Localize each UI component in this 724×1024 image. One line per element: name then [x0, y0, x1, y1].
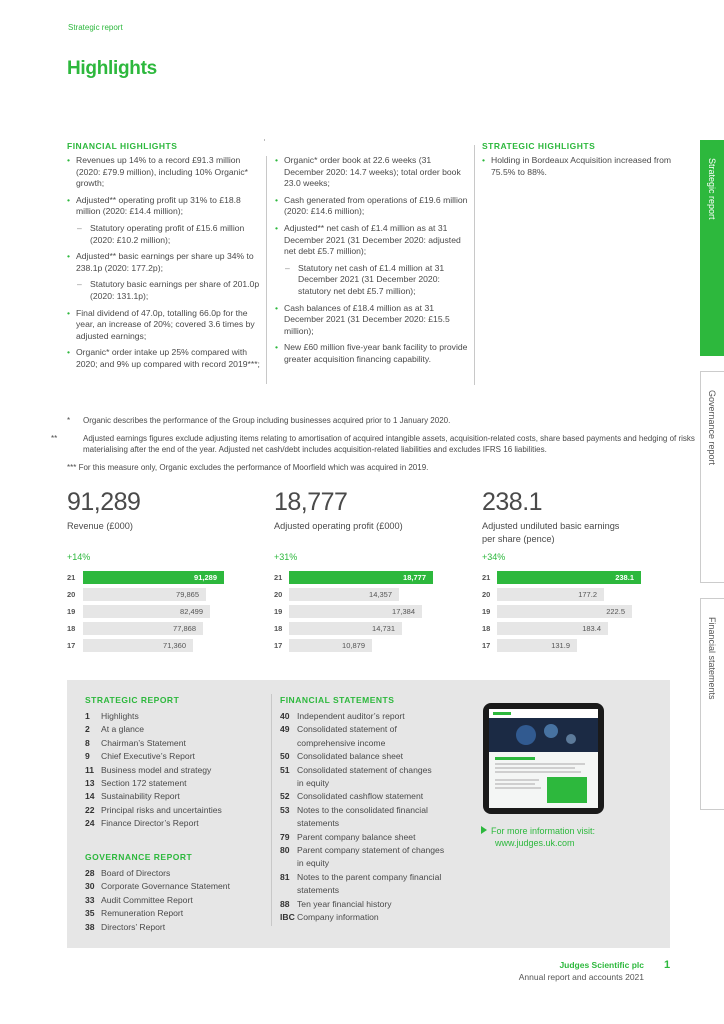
chart-bar: 131.9: [497, 639, 577, 652]
toc-label: Consolidated balance sheet: [297, 751, 404, 762]
toc-item[interactable]: [280, 804, 470, 817]
year-label: 18: [482, 624, 491, 633]
toc-item[interactable]: [85, 723, 265, 736]
tab-financial-statements[interactable]: Financial statements: [700, 598, 724, 810]
toc-item[interactable]: [85, 764, 265, 777]
tablet-image: [481, 701, 606, 816]
chart-bar: 17,384: [289, 605, 422, 618]
bullet-item: • Final dividend of 47.0p, totalling 66.0p for the year, an increase of 20%; covered 3.6 times by adjusted earnings;: [67, 308, 262, 343]
toc-page-number: 11: [85, 764, 95, 775]
toc-item[interactable]: [280, 871, 470, 884]
bullet-item: • Cash generated from operations of £19.6 million (2020: £14.6 million);: [275, 195, 470, 218]
year-label: 18: [274, 624, 283, 633]
toc-label: Remuneration Report: [101, 908, 184, 919]
toc-label-continued: in equity: [297, 778, 330, 789]
toc-page-number: 22: [85, 804, 95, 815]
toc-page-number: 51: [280, 764, 290, 775]
strategic-report-heading: STRATEGIC REPORT: [85, 695, 180, 705]
toc-item[interactable]: [280, 831, 470, 844]
footnote: *** For this measure only, Organic excludes the performance of Moorfield which was acquired in 2019.: [67, 463, 429, 472]
kpi-label: Adjusted undiluted basic earnings per share (pence): [482, 521, 620, 544]
bullet-item: • Organic* order book at 22.6 weeks (31 December 2020: 14.7 weeks); total order book 23.0 weeks;: [275, 155, 470, 190]
kpi-label: Adjusted operating profit (£000): [274, 521, 403, 531]
chart-bar: 71,360: [83, 639, 193, 652]
toc-item[interactable]: [85, 907, 265, 920]
tab-strategic-report[interactable]: Strategic report: [700, 140, 724, 356]
toc-page-number: 52: [280, 791, 290, 802]
toc-label: Independent auditor’s report: [297, 711, 405, 721]
toc-page-number: 28: [85, 868, 95, 878]
toc-label: Directors’ Report: [101, 921, 166, 932]
year-label: 20: [274, 590, 283, 599]
toc-page-number: 33: [85, 894, 95, 905]
toc-page-number: 13: [85, 778, 95, 789]
toc-label-continued: statements: [297, 818, 340, 829]
toc-item[interactable]: [85, 737, 265, 750]
toc-label: At a glance: [101, 724, 144, 735]
governance-report-heading: GOVERNANCE REPORT: [85, 852, 193, 862]
toc-page-number: 35: [85, 908, 95, 919]
bullet-item: • Holding in Bordeaux Acquisition increased from 75.5% to 88%.: [482, 155, 674, 178]
toc-page-number: IBC: [280, 912, 295, 923]
year-label: 18: [67, 624, 76, 633]
year-label: 17: [274, 641, 283, 650]
year-label: 19: [67, 607, 76, 616]
page-number: 1: [664, 959, 671, 971]
financial-highlights-list-1: [67, 155, 262, 376]
column-divider: [271, 694, 272, 926]
toc-label: Consolidated cashflow statement: [297, 791, 424, 802]
toc-page-number: 40: [280, 711, 290, 721]
toc-page-number: 14: [85, 791, 95, 802]
chart-bar: 177.2: [497, 588, 604, 601]
chart-bar: 10,879: [289, 639, 372, 652]
toc-item[interactable]: [85, 804, 265, 817]
kpi-value: 91,289: [67, 488, 141, 516]
kpi-change: +31%: [274, 552, 298, 562]
toc-label: Highlights: [101, 711, 139, 721]
tab-governance-report[interactable]: Governance report: [700, 371, 724, 583]
toc-item[interactable]: [85, 750, 265, 763]
toc-item[interactable]: [280, 911, 470, 924]
breadcrumb: Strategic report: [68, 23, 123, 32]
toc-label-continued: comprehensive income: [297, 737, 386, 748]
toc-item[interactable]: [280, 710, 470, 723]
year-label: 20: [482, 590, 491, 599]
toc-label: Business model and strategy: [101, 764, 212, 775]
chart-bar: 77,868: [83, 622, 203, 635]
chart-bar: 18,777: [289, 571, 433, 584]
toc-page-number: 38: [85, 921, 95, 932]
toc-label: Parent company statement of changes: [297, 845, 445, 856]
toc-page-number: 50: [280, 751, 290, 762]
bullet-item: • New £60 million five-year bank facility to provide greater acquisition financing capability.: [275, 342, 470, 365]
chart-bar: 82,499: [83, 605, 210, 618]
strategic-highlights-heading: STRATEGIC HIGHLIGHTS: [482, 141, 596, 151]
chart-bar: 14,731: [289, 622, 402, 635]
toc-item[interactable]: [280, 790, 470, 803]
chart-bar: 79,865: [83, 588, 206, 601]
chart-bar: 91,289: [83, 571, 224, 584]
year-label: 21: [482, 573, 491, 582]
toc-page-number: 30: [85, 881, 95, 892]
toc-item[interactable]: [85, 880, 265, 893]
column-divider: [474, 145, 475, 385]
play-arrow-icon: [481, 826, 487, 834]
year-label: 19: [274, 607, 283, 616]
toc-item[interactable]: [280, 750, 470, 763]
year-label: 21: [67, 573, 76, 582]
kpi-change: +14%: [67, 552, 91, 562]
toc-page-number: 88: [280, 898, 290, 909]
sub-bullet-item: – Statutory basic earnings per share of 201.0p (2020: 131.1p);: [67, 279, 262, 302]
column-divider: [266, 156, 267, 384]
toc-label: Corporate Governance Statement: [101, 881, 230, 892]
toc-item[interactable]: [85, 777, 265, 790]
bullet-item: • Revenues up 14% to a record £91.3 million (2020: £79.9 million), including 10% Organic* growth;: [67, 155, 262, 190]
year-label: 17: [482, 641, 491, 650]
bullet-item: • Cash balances of £18.4 million as at 31 December 2021 (31 December 2020: £15.5 million);: [275, 303, 470, 338]
toc-item[interactable]: [85, 710, 265, 723]
toc-item[interactable]: [280, 723, 470, 736]
chart-bar: 14,357: [289, 588, 399, 601]
financial-statements-heading: FINANCIAL STATEMENTS: [280, 695, 395, 705]
toc-page-number: 2: [85, 724, 90, 735]
bullet-item: • Adjusted** net cash of £1.4 million as at 31 December 2021 (31 December 2020: adjusted net debt £5.7 million);: [275, 223, 470, 258]
governance-report-contents: [85, 867, 265, 934]
toc-page-number: 53: [280, 804, 290, 815]
sub-bullet-item: – Statutory net cash of £1.4 million at 31 December 2021 (31 December 2020: statutory net debt £5.7 million);: [275, 263, 470, 298]
year-label: 19: [482, 607, 491, 616]
toc-page-number: 1: [85, 711, 90, 721]
kpi-change: +34%: [482, 552, 506, 562]
sub-bullet-item: – Statutory operating profit of £15.6 million (2020: £10.2 million);: [67, 223, 262, 246]
year-label: 20: [67, 590, 76, 599]
year-label: 17: [67, 641, 76, 650]
toc-label: Chief Executive’s Report: [101, 751, 195, 762]
toc-label: Notes to the consolidated financial: [297, 804, 428, 815]
chart-bar: 238.1: [497, 571, 641, 584]
page-title: Highlights: [67, 58, 157, 79]
bullet-item: • Adjusted** operating profit up 31% to £18.8 million (2020: £14.4 million);: [67, 195, 262, 218]
toc-label: Board of Directors: [101, 868, 171, 878]
toc-item[interactable]: [280, 844, 470, 857]
toc-page-number: 8: [85, 737, 90, 748]
toc-page-number: 81: [280, 871, 290, 882]
year-label: 21: [274, 573, 283, 582]
toc-label-continued: in equity: [297, 858, 330, 869]
footer-company: Judges Scientific plc: [559, 960, 644, 970]
toc-label: Consolidated statement of: [297, 724, 397, 735]
toc-label: Parent company balance sheet: [297, 831, 416, 842]
toc-page-number: 9: [85, 751, 90, 762]
footnote: * Organic describes the performance of the Group including businesses acquired prior to 1 January 2020.: [67, 416, 451, 425]
toc-page-number: 24: [85, 818, 95, 829]
toc-page-number: 80: [280, 845, 290, 856]
toc-page-number: 49: [280, 724, 290, 735]
kpi-value: 18,777: [274, 488, 348, 516]
financial-statements-contents: [280, 710, 470, 925]
toc-label: Finance Director’s Report: [101, 818, 199, 829]
financial-highlights-list-2: [275, 155, 470, 371]
toc-label: Consolidated statement of changes: [297, 764, 432, 775]
toc-item[interactable]: [85, 867, 265, 880]
toc-label: Sustainability Report: [101, 791, 180, 802]
toc-page-number: 79: [280, 831, 290, 842]
toc-label: Company information: [297, 912, 379, 923]
toc-item[interactable]: [85, 894, 265, 907]
toc-label: Chairman’s Statement: [101, 737, 186, 748]
financial-highlights-heading: FINANCIAL HIGHLIGHTS: [67, 141, 178, 151]
strategic-report-contents: [85, 710, 265, 831]
more-info-link[interactable]: For more information visit: www.judges.uk.com: [481, 825, 595, 849]
toc-item[interactable]: [280, 764, 470, 777]
footnote: ** Adjusted earnings figures exclude adjusting items relating to amortisation of acquired intangible assets, acquisition-related costs, share based payments and hedging of risks materialising after the end of the year. Adjusted net cash/debt includes acquisition-related liabilities and excludes IFRS 16 liabilities.: [51, 434, 695, 454]
toc-label: Section 172 statement: [101, 778, 187, 789]
kpi-label: Revenue (£000): [67, 521, 133, 531]
chart-bar: 183.4: [497, 622, 608, 635]
strategic-highlights-list: [482, 155, 674, 183]
footer-report: Annual report and accounts 2021: [518, 972, 644, 982]
toc-label: Notes to the parent company financial: [297, 871, 442, 882]
divider: [264, 139, 265, 141]
toc-item[interactable]: [85, 817, 265, 830]
toc-item[interactable]: [85, 790, 265, 803]
toc-label-continued: statements: [297, 885, 340, 896]
toc-label: Audit Committee Report: [101, 894, 193, 905]
bullet-item: • Organic* order intake up 25% compared with 2020; and 9% up compared with record 2019***;: [67, 347, 262, 370]
kpi-value: 238.1: [482, 488, 543, 516]
toc-label: Ten year financial history: [297, 898, 392, 909]
toc-item[interactable]: [280, 898, 470, 911]
chart-bar: 222.5: [497, 605, 632, 618]
toc-label: Principal risks and uncertainties: [101, 804, 222, 815]
bullet-item: • Adjusted** basic earnings per share up 34% to 238.1p (2020: 177.2p);: [67, 251, 262, 274]
toc-item[interactable]: [85, 921, 265, 934]
